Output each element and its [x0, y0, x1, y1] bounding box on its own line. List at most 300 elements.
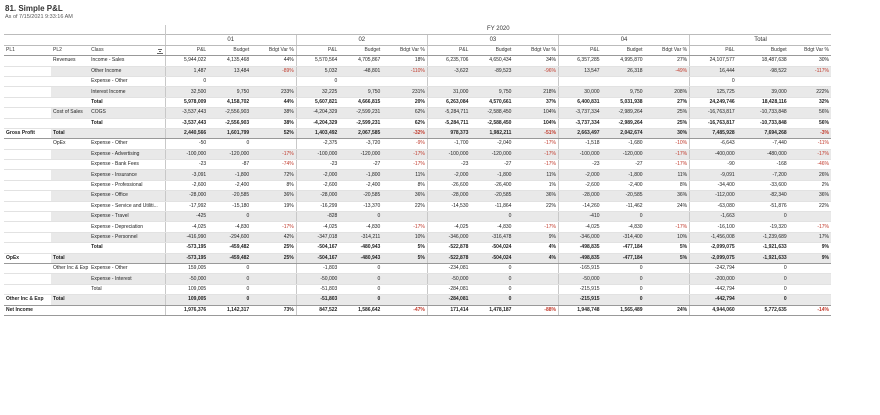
variance-cell: 11% [382, 170, 427, 180]
table-row [4, 66, 831, 76]
value-cell: 2,067,585 [339, 128, 382, 138]
value-cell: -4,204,329 [296, 108, 339, 118]
variance-cell: -14% [789, 305, 831, 315]
pl1-cell [4, 108, 51, 118]
class-cell: Expense - Other [89, 139, 165, 149]
variance-cell: -17% [789, 222, 831, 232]
pl1-cell [4, 212, 51, 222]
value-cell: 847,522 [296, 305, 339, 315]
value-cell: 2,440,566 [165, 128, 208, 138]
table-row [4, 263, 831, 273]
table-row [4, 149, 831, 159]
pl1-cell [4, 232, 51, 242]
variance-cell: 8% [251, 180, 296, 190]
value-cell: -28,000 [558, 191, 601, 201]
value-cell: -50 [165, 139, 208, 149]
value-cell: 5,032 [296, 66, 339, 76]
value-cell: -5,284,711 [427, 108, 470, 118]
measure-header[interactable]: Bdgt Var % [382, 45, 427, 55]
variance-cell: -17% [382, 149, 427, 159]
measure-header[interactable]: Bdgt Var % [251, 45, 296, 55]
variance-cell: -110% [382, 66, 427, 76]
value-cell: -20,585 [470, 191, 513, 201]
quarter-header-0[interactable]: 01 [165, 35, 296, 45]
value-cell: -504,167 [296, 243, 339, 253]
value-cell: 1,976,376 [165, 305, 208, 315]
value-cell: 2,663,497 [558, 128, 601, 138]
variance-cell [645, 212, 690, 222]
variance-cell: 5% [382, 253, 427, 263]
value-cell: 6,357,285 [558, 56, 601, 66]
value-cell: 0 [737, 295, 789, 305]
value-cell: -1,456,008 [690, 232, 737, 242]
measure-header[interactable]: P&L [165, 45, 208, 55]
class-cell: Interest Income [89, 87, 165, 97]
measure-header[interactable]: P&L [690, 45, 737, 55]
variance-cell: 27% [645, 97, 690, 107]
value-cell: 0 [208, 295, 251, 305]
value-cell: -27 [470, 160, 513, 170]
variance-cell [789, 76, 831, 86]
variance-cell: -11% [789, 139, 831, 149]
value-cell: -504,024 [470, 243, 513, 253]
variance-cell: 32% [789, 97, 831, 107]
value-cell [470, 76, 513, 86]
value-cell: -16,299 [296, 201, 339, 211]
value-cell: 5,772,635 [737, 305, 789, 315]
value-cell: -2,400 [208, 180, 251, 190]
value-cell: -51,876 [737, 201, 789, 211]
variance-cell: 19% [251, 201, 296, 211]
value-cell: -51,803 [296, 295, 339, 305]
value-cell: -2,556,903 [208, 118, 251, 128]
variance-cell: -17% [251, 149, 296, 159]
table-row [4, 180, 831, 190]
class-cell: Expense - Interest [89, 274, 165, 284]
table-row [4, 212, 831, 222]
table-row [4, 284, 831, 294]
table-row [4, 170, 831, 180]
value-cell: -2,556,903 [208, 108, 251, 118]
variance-cell: 11% [513, 170, 558, 180]
value-cell: -498,835 [558, 253, 601, 263]
value-cell: 1,982,211 [470, 128, 513, 138]
value-cell: -89,523 [470, 66, 513, 76]
table-row [4, 87, 831, 97]
table-row [4, 191, 831, 201]
class-column-header-label: Class [91, 46, 104, 53]
table-row [4, 243, 831, 253]
value-cell: -1,800 [470, 170, 513, 180]
value-cell: -2,040 [470, 139, 513, 149]
value-cell: -2,099,075 [690, 253, 737, 263]
value-cell: 109,005 [165, 284, 208, 294]
class-cell: Expense - Insurance [89, 170, 165, 180]
variance-cell: 8% [382, 180, 427, 190]
pl2-cell [51, 284, 89, 294]
value-cell: -4,830 [470, 222, 513, 232]
value-cell: 1,487 [165, 66, 208, 76]
value-cell: 24,249,746 [690, 97, 737, 107]
variance-cell [789, 284, 831, 294]
value-cell: -2,588,450 [470, 118, 513, 128]
value-cell: -7,200 [737, 170, 789, 180]
value-cell: -2,600 [165, 180, 208, 190]
value-cell: -100,000 [558, 149, 601, 159]
variance-cell [645, 295, 690, 305]
value-cell: -4,204,329 [296, 118, 339, 128]
variance-cell: 4% [513, 243, 558, 253]
value-cell: -346,000 [427, 232, 470, 242]
value-cell: 6,235,706 [427, 56, 470, 66]
value-cell: -3,737,334 [558, 118, 601, 128]
variance-cell [513, 212, 558, 222]
value-cell: 1,142,317 [208, 305, 251, 315]
pl1-cell [4, 201, 51, 211]
variance-cell: -49% [645, 66, 690, 76]
value-cell: 0 [208, 274, 251, 284]
table-row [4, 97, 831, 107]
value-cell: 0 [737, 274, 789, 284]
variance-cell: 72% [251, 170, 296, 180]
variance-cell: 17% [789, 232, 831, 242]
variance-cell [382, 284, 427, 294]
variance-cell: 52% [251, 128, 296, 138]
value-cell: -82,340 [737, 191, 789, 201]
pl2-cell [51, 305, 89, 315]
value-cell: -51,803 [296, 284, 339, 294]
value-cell: 30,000 [558, 87, 601, 97]
measure-header[interactable]: P&L [558, 45, 601, 55]
class-cell: Income - Sales [89, 56, 165, 66]
fiscal-year-header[interactable]: FY 2020 [165, 25, 831, 35]
table-row [4, 56, 831, 66]
value-cell: 109,005 [165, 295, 208, 305]
page-title: 81. Simple P&L [5, 4, 63, 13]
value-cell: 4,705,867 [339, 56, 382, 66]
variance-cell [382, 263, 427, 273]
value-cell: 1,948,748 [558, 305, 601, 315]
variance-cell: 42% [251, 232, 296, 242]
value-cell: -4,025 [165, 222, 208, 232]
variance-cell: 38% [251, 118, 296, 128]
variance-cell: 9% [513, 232, 558, 242]
variance-cell [251, 263, 296, 273]
value-cell: -1,800 [208, 170, 251, 180]
value-cell: -16,763,817 [690, 108, 737, 118]
value-cell: -284,081 [427, 295, 470, 305]
pl2-cell [51, 170, 89, 180]
class-cell: Total [89, 243, 165, 253]
pl1-cell [4, 191, 51, 201]
pl2-cell: OpEx [51, 139, 89, 149]
pl1-cell [4, 243, 51, 253]
measure-header[interactable]: Budget [470, 45, 513, 55]
variance-cell [251, 139, 296, 149]
value-cell: -120,000 [470, 149, 513, 159]
value-cell: -23 [558, 160, 601, 170]
variance-cell: -17% [645, 222, 690, 232]
pl1-column-header[interactable] [4, 45, 51, 55]
value-cell: -1,800 [339, 170, 382, 180]
pl2-cell: Cost of Sales [51, 108, 89, 118]
class-cell: Expense - Advertising [89, 149, 165, 159]
variance-cell: 30% [789, 56, 831, 66]
pl1-column-header-label: PL1 [6, 46, 15, 53]
pl1-cell [4, 87, 51, 97]
value-cell: -314,211 [339, 232, 382, 242]
value-cell: -3,622 [427, 66, 470, 76]
variance-cell: 24% [645, 201, 690, 211]
value-cell: -2,599,231 [339, 108, 382, 118]
variance-cell: -9% [382, 139, 427, 149]
value-cell: -13,370 [339, 201, 382, 211]
measure-header[interactable]: Budget [339, 45, 382, 55]
class-cell [89, 253, 165, 263]
value-cell: 0 [470, 274, 513, 284]
variance-cell: 104% [513, 118, 558, 128]
pl2-cell [51, 66, 89, 76]
pl1-cell [4, 66, 51, 76]
variance-cell: 9% [789, 253, 831, 263]
pl2-column-header-label: PL2 [53, 46, 62, 53]
pl2-cell: Total [51, 128, 89, 138]
variance-cell [251, 284, 296, 294]
variance-cell: 11% [645, 170, 690, 180]
table-row [4, 274, 831, 284]
value-cell: -480,943 [339, 243, 382, 253]
class-cell: Other Income [89, 66, 165, 76]
value-cell: -100,000 [296, 149, 339, 159]
value-cell: -2,000 [558, 170, 601, 180]
value-cell: -26,400 [470, 180, 513, 190]
value-cell: -50,000 [427, 274, 470, 284]
value-cell: -28,000 [427, 191, 470, 201]
value-cell: 0 [690, 76, 737, 86]
variance-cell: 5% [382, 243, 427, 253]
value-cell: -3,720 [339, 139, 382, 149]
value-cell: 0 [339, 263, 382, 273]
pl1-cell [4, 97, 51, 107]
class-cell [89, 128, 165, 138]
pl2-column-header[interactable] [51, 45, 89, 55]
value-cell: -2,599,231 [339, 118, 382, 128]
value-cell: 5,031,938 [602, 97, 645, 107]
value-cell: -1,921,633 [737, 253, 789, 263]
value-cell: 0 [470, 295, 513, 305]
value-cell: -120,000 [602, 149, 645, 159]
value-cell: 0 [296, 76, 339, 86]
variance-cell: 38% [251, 108, 296, 118]
variance-cell: 1% [513, 180, 558, 190]
value-cell: 4,650,434 [470, 56, 513, 66]
quarter-header-2[interactable]: 03 [427, 35, 558, 45]
value-cell: -504,167 [296, 253, 339, 263]
value-cell: 16,444 [690, 66, 737, 76]
quarter-header-3[interactable]: 04 [558, 35, 689, 45]
pl1-cell [4, 149, 51, 159]
variance-cell: 62% [382, 118, 427, 128]
variance-cell: 10% [645, 232, 690, 242]
pl1-cell [4, 274, 51, 284]
pl2-cell [51, 76, 89, 86]
value-cell: 39,000 [737, 87, 789, 97]
value-cell: -477,184 [602, 243, 645, 253]
table-row [4, 160, 831, 170]
variance-cell: 218% [513, 87, 558, 97]
value-cell: -20,585 [339, 191, 382, 201]
value-cell: -1,680 [602, 139, 645, 149]
table-row [4, 253, 831, 263]
variance-cell [645, 284, 690, 294]
value-cell: -3,537,443 [165, 118, 208, 128]
value-cell: 6,400,831 [558, 97, 601, 107]
value-cell: -459,482 [208, 253, 251, 263]
value-cell: -1,518 [558, 139, 601, 149]
value-cell: 32,225 [296, 87, 339, 97]
value-cell [737, 76, 789, 86]
value-cell: 1,586,642 [339, 305, 382, 315]
value-cell: 1,565,489 [602, 305, 645, 315]
variance-cell [251, 76, 296, 86]
value-cell: -14,530 [427, 201, 470, 211]
variance-cell [513, 284, 558, 294]
measure-header[interactable]: Budget [737, 45, 789, 55]
pl1-cell [4, 180, 51, 190]
measure-header[interactable]: Bdgt Var % [645, 45, 690, 55]
variance-cell: 8% [645, 180, 690, 190]
value-cell: 1,403,492 [296, 128, 339, 138]
value-cell: 9,750 [208, 87, 251, 97]
variance-cell [513, 263, 558, 273]
pl2-cell [51, 243, 89, 253]
variance-cell [789, 295, 831, 305]
table-row [4, 118, 831, 128]
value-cell: -2,600 [558, 180, 601, 190]
measure-header[interactable]: P&L [296, 45, 339, 55]
pl2-cell [51, 232, 89, 242]
class-cell: Expense - Office [89, 191, 165, 201]
quarter-header-1[interactable]: 02 [296, 35, 427, 45]
variance-cell [382, 212, 427, 222]
value-cell: -1,803 [296, 263, 339, 273]
value-cell: 0 [602, 274, 645, 284]
table-row [4, 108, 831, 118]
value-cell: -20,585 [602, 191, 645, 201]
value-cell: 32,500 [165, 87, 208, 97]
variance-cell: -96% [513, 66, 558, 76]
variance-cell: -17% [789, 149, 831, 159]
value-cell: -1,921,633 [737, 243, 789, 253]
table-row [4, 201, 831, 211]
variance-cell: -88% [513, 305, 558, 315]
page-subtitle: As of 7/15/2021 9:33:16 AM [5, 14, 73, 20]
quarter-header-4[interactable]: Total [690, 35, 831, 45]
value-cell: 4,944,060 [690, 305, 737, 315]
variance-cell [382, 76, 427, 86]
variance-cell: -32% [382, 128, 427, 138]
pl1-cell: Gross Profit [4, 128, 51, 138]
value-cell: -2,099,075 [690, 243, 737, 253]
variance-cell: 36% [382, 191, 427, 201]
value-cell: -2,000 [296, 170, 339, 180]
variance-cell: 5% [645, 243, 690, 253]
value-cell: -4,025 [296, 222, 339, 232]
value-cell: -28,000 [165, 191, 208, 201]
pl1-cell [4, 222, 51, 232]
variance-cell: 62% [382, 108, 427, 118]
value-cell: 7,694,268 [737, 128, 789, 138]
value-cell: 0 [602, 284, 645, 294]
table-row [4, 139, 831, 149]
value-cell: 0 [737, 284, 789, 294]
value-cell: 18,428,116 [737, 97, 789, 107]
sort-icon[interactable] [157, 48, 163, 54]
value-cell: 0 [339, 212, 382, 222]
variance-cell: 22% [789, 201, 831, 211]
variance-cell: -17% [382, 160, 427, 170]
value-cell: -1,700 [427, 139, 470, 149]
class-cell: Expense - Personnel [89, 232, 165, 242]
measure-header[interactable]: Budget [602, 45, 645, 55]
value-cell: -2,588,450 [470, 108, 513, 118]
pl1-cell [4, 76, 51, 86]
pnl-table [4, 25, 831, 316]
value-cell: 4,158,702 [208, 97, 251, 107]
value-cell: -4,025 [427, 222, 470, 232]
value-cell: -7,440 [737, 139, 789, 149]
variance-cell: 34% [513, 56, 558, 66]
pl2-cell: Other Inc & Exp [51, 263, 89, 273]
class-cell: Expense - Other [89, 76, 165, 86]
variance-cell: 22% [382, 201, 427, 211]
class-cell: COGS [89, 108, 165, 118]
value-cell: 978,373 [427, 128, 470, 138]
value-cell: -1,239,689 [737, 232, 789, 242]
value-cell: -17,992 [165, 201, 208, 211]
value-cell [339, 76, 382, 86]
value-cell: -3,091 [165, 170, 208, 180]
pl2-cell [51, 180, 89, 190]
value-cell: -2,989,264 [602, 118, 645, 128]
value-cell: 1,478,187 [470, 305, 513, 315]
measure-header[interactable]: Budget [208, 45, 251, 55]
measure-header[interactable]: Bdgt Var % [513, 45, 558, 55]
value-cell [427, 212, 470, 222]
pl2-cell: Revenues [51, 56, 89, 66]
value-cell: -98,522 [737, 66, 789, 76]
value-cell: -14,260 [558, 201, 601, 211]
variance-cell: 73% [251, 305, 296, 315]
measure-header[interactable]: P&L [427, 45, 470, 55]
variance-cell: 56% [789, 108, 831, 118]
variance-cell [789, 274, 831, 284]
pl2-cell: Total [51, 253, 89, 263]
pl2-cell [51, 149, 89, 159]
value-cell: 0 [602, 212, 645, 222]
measure-header[interactable]: Bdgt Var % [789, 45, 831, 55]
value-cell: -242,794 [690, 263, 737, 273]
value-cell: -498,835 [558, 243, 601, 253]
pl2-cell [51, 118, 89, 128]
class-column-header[interactable] [89, 45, 165, 55]
value-cell: 4,995,870 [602, 56, 645, 66]
variance-cell [382, 295, 427, 305]
value-cell: -1,663 [690, 212, 737, 222]
variance-cell: 2% [789, 180, 831, 190]
value-cell: -522,878 [427, 243, 470, 253]
value-cell: -90 [690, 160, 737, 170]
